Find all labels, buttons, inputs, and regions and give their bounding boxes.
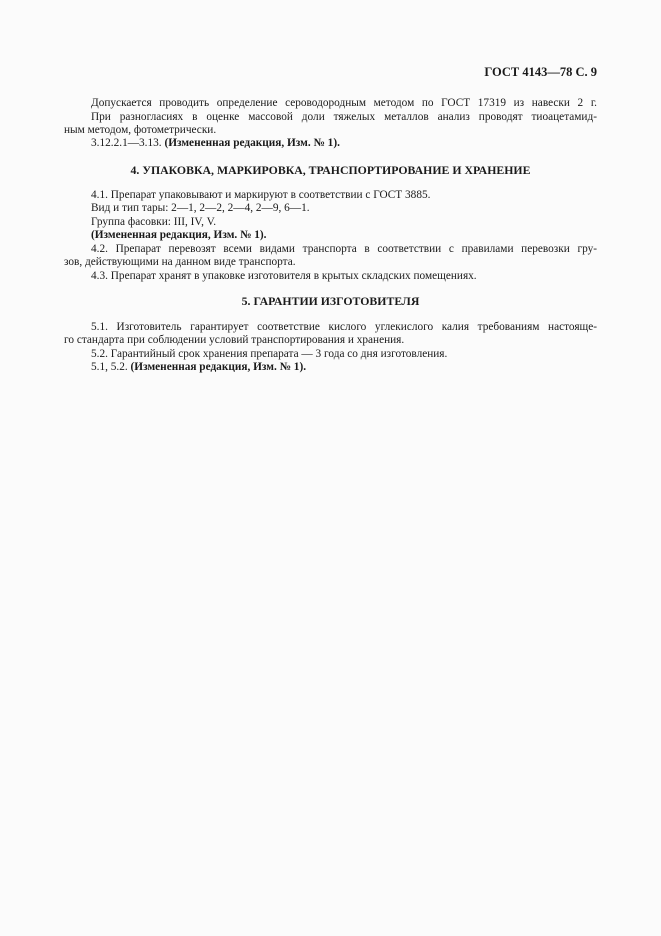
amendment-label: (Измененная редакция, Изм. № 1). bbox=[164, 137, 340, 149]
clause-ref: 5.1, 5.2. bbox=[91, 361, 131, 373]
paragraph-line: Допускается проводить определение сероводородным методом по ГОСТ 17319 из навески 2 г. bbox=[91, 97, 597, 109]
paragraph-line: зов, действующими на данном виде транспорта. bbox=[64, 256, 296, 268]
paragraph-line: 4.1. Препарат упаковывают и маркируют в соответствии с ГОСТ 3885. bbox=[91, 189, 431, 201]
paragraph-line: 5.1. Изготовитель гарантирует соответствие кислого углекислого калия требованиям настояще- bbox=[91, 321, 597, 333]
amendment-note bbox=[91, 229, 597, 242]
page-header: ГОСТ 4143—78 С. 9 bbox=[484, 65, 597, 79]
amendment-label: (Измененная редакция, Изм. № 1). bbox=[130, 361, 307, 373]
paragraph-line: 4.2. Препарат перевозят всеми видами транспорта в соответствии с правилами перевозки гру- bbox=[91, 243, 597, 255]
section-heading: 4. УПАКОВКА, МАРКИРОВКА, ТРАНСПОРТИРОВАНИЕ И ХРАНЕНИЕ bbox=[130, 163, 531, 177]
paragraph-line: го стандарта при соблюдении условий транспортирования и хранения. bbox=[64, 334, 405, 346]
amendment-label: (Измененная редакция, Изм. № 1). bbox=[91, 229, 267, 241]
clause-ref: 3.12.2.1—3.13. bbox=[91, 137, 165, 149]
amendment-note bbox=[91, 137, 597, 150]
section-heading: 5. ГАРАНТИИ ИЗГОТОВИТЕЛЯ bbox=[241, 294, 420, 308]
paragraph-line: 4.3. Препарат хранят в упаковке изготовителя в крытых складских помещениях. bbox=[91, 270, 477, 282]
paragraph-line: При разногласиях в оценке массовой доли тяжелых металлов анализ проводят тиоацетамид- bbox=[91, 111, 597, 123]
amendment-note bbox=[91, 361, 597, 374]
paragraph-line: Группа фасовки: III, IV, V. bbox=[91, 216, 217, 228]
paragraph-line: 5.2. Гарантийный срок хранения препарата — 3 года со дня изготовления. bbox=[91, 348, 448, 360]
paragraph-line: Вид и тип тары: 2—1, 2—2, 2—4, 2—9, 6—1. bbox=[91, 202, 310, 214]
paragraph-line: ным методом, фотометрически. bbox=[64, 124, 217, 136]
